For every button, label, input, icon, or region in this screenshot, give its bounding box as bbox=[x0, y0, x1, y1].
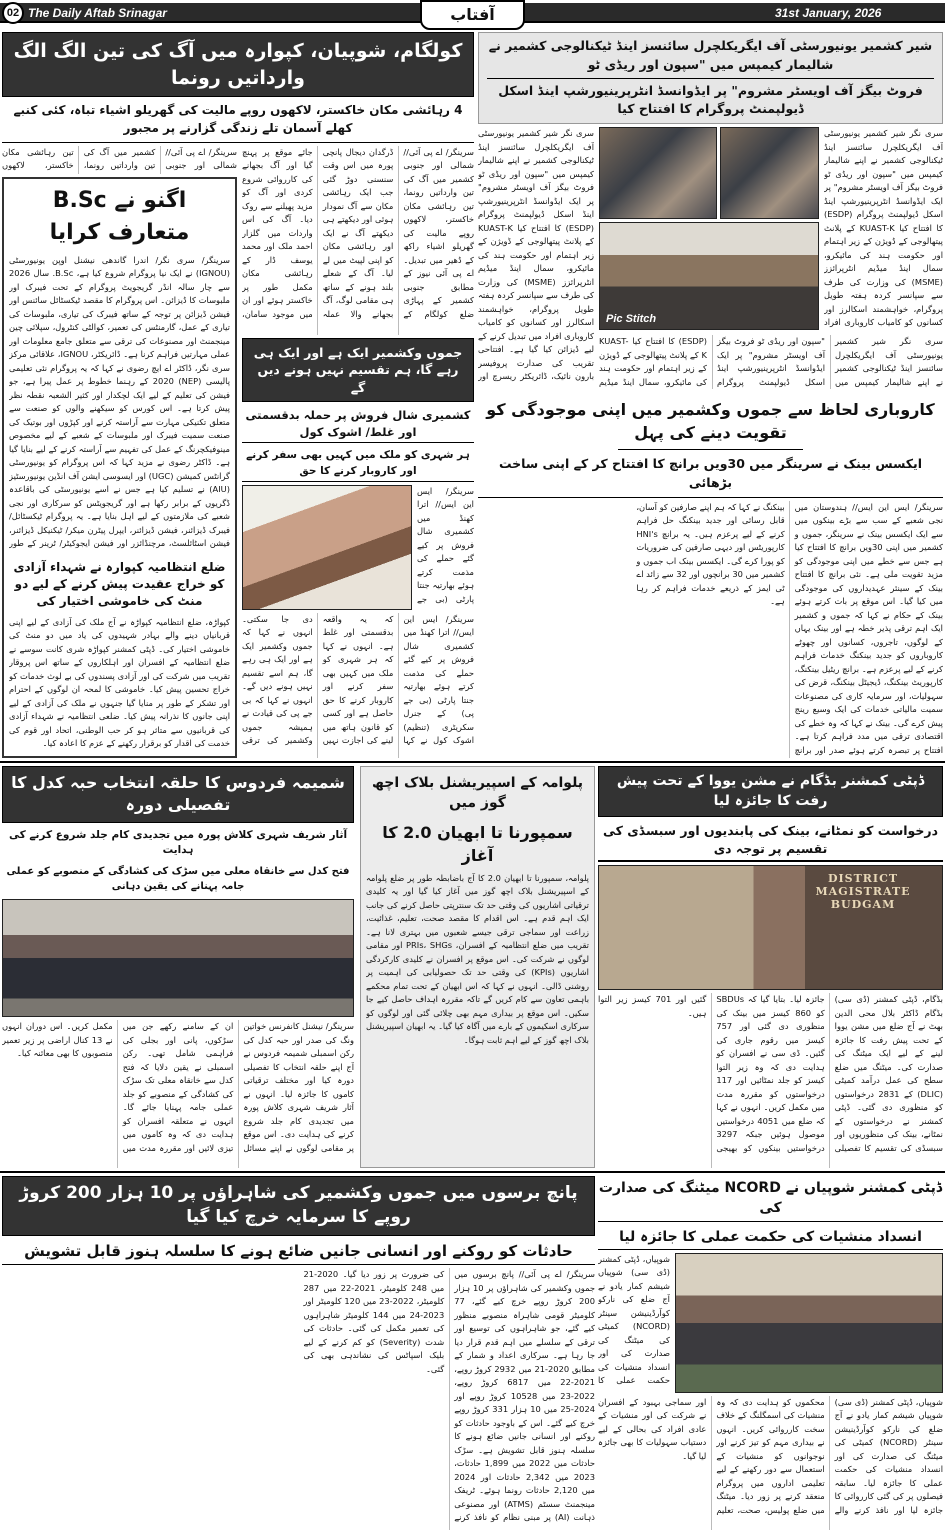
skuast-photo-1 bbox=[599, 127, 717, 219]
divider bbox=[618, 449, 803, 450]
shamima-body: سرینگر/ نیشنل کانفرنس خواتین ونگ کی صدر اور حبہ کدل کی رکن اسمبلی شمیمہ فردوس نے آج اپنے حلقہ انتخاب کا تفصیلی دورہ کیا اور مختلف ترقیاتی کاموں کا جائزہ لیا۔ انہوں نے آثار شریف شہری کلاش پورہ میں تجدیدی کام جلد شروع کرنے کی ہدایت دی۔ اس موقع پر مقامی لوگوں نے اپنے مسائل ان کے سامنے رکھے جن میں سڑکوں، پانی اور بجلی کی فراہمی شامل تھی۔ رکن اسمبلی نے یقین دلایا کہ فتح کدل سے خانقاہ معلی تک سڑک کی کشادگی کے منصوبے کو جلد عملی جامہ پہنایا جائے گا۔ انہوں نے متعلقہ افسران کو ہدایت دی کہ وہ کاموں میں تیزی لائیں اور مقررہ مدت میں مکمل کریں۔ اس دوران انہوں نے 13 کنال اراضی پر زیر تعمیر منصوبوں کا بھی معائنہ کیا۔ bbox=[2, 1021, 354, 1153]
skuast-photo-top bbox=[599, 127, 819, 219]
fire-body: سرینگر/ اے پی آئی// شمالی اور جنوبی کشمیر میں آگ کی تین وارداتیں رونما، تین رہائشی مکان خاکستر، لاکھوں روپے مالیت کی گھریلو اشیاء راکھ کے ڈھیر میں تبدیل۔ اے پی آئی نیوز کے مطابق جنوبی کشمیر کے پہاڑی ضلع کولگام کے ڈرگدان دیجال پانچی پورہ میں اس وقت سنسنی دوڑ گئی جب ایک رہائشی مکان سے آگ نمودار ہوئی اور دیکھتے ہی دیکھتے آگ نے ایک اور رہائشی مکان کو اپنی لپیٹ میں لے لیا۔ آگ کے شعلے بلند ہونے کے ساتھ ہی مقامی لوگ، آگ بجھانے والا عملہ جائے موقع پر پہنچ گیا اور آگ بجھانے کی کارروائی شروع کردی اور آگ کو مزید پھیلنے سے روک دیا۔ آگ کی اس واردات میں گلزار احمد ملک اور محمد یوسف ڈار کے رہائشی مکان مکمل طور پر خاکستر ہوئے اور ان میں موجود سامان، bbox=[242, 146, 474, 319]
pulwama-body: پلوامہ، سمپورنا تا ابھیان 2.0 کا آج باضابطہ طور پر ضلع پلوامہ کے اسپیریشنل بلاک اچھ گوز میں آغاز کیا گیا اور یہ کلیدی ترقیاتی اشاریوں کی وقتی حد تک سنترپتی حاصل کرنے کی جانب ایک اہم قدم ہے۔ اس اقدام کا مقصد صحت، تعلیم، غذائیت، زراعت اور سماجی ترقی جیسے شعبوں میں بہتری لانا ہے۔ تقریب میں ضلع انتظامیہ کے افسران، PRIs، SHGs اور مقامی لوگوں نے شرکت کی۔ اس موقع پر افسران نے کلیدی کارکردگی اشاریوں (KPIs) کی وقتی حد تک حصولیابی کی اہمیت پر روشنی ڈالی۔ انہوں نے کہا کہ اس ابھیان کے تحت تمام محکمے باہمی تعاون سے کام کریں گے تاکہ مقررہ اہداف حاصل کیے جا سکیں۔ اس موقع پر بیداری مہم بھی چلائی گئی اور لوگوں کو سرکاری اسکیموں کے بارے میں آگاہ کیا گیا۔ یہ ابھیان اسپیریشنل بلاک اچھ گوز کے لیے اہم ثابت ہوگا۔ bbox=[366, 872, 589, 1045]
budgam-headline: ڈپٹی کمشنر بڈگام نے مشن یووا کے تحت پیش رفت کا جائزہ لیا bbox=[598, 766, 943, 817]
axis-subhead: ایکسس بینک نے سرینگر میں 30ویں برانچ کا افتتاح کر کے اپنی ساخت بڑھائی bbox=[498, 456, 923, 490]
page-number: 02 bbox=[2, 2, 24, 24]
issue-date: 31st January, 2026 bbox=[775, 6, 882, 20]
left-top-columns bbox=[2, 146, 474, 758]
newspaper-logo: آفتاب bbox=[420, 0, 525, 30]
unity-photo-row bbox=[242, 485, 474, 610]
right-column bbox=[242, 146, 474, 758]
budgam-section bbox=[598, 766, 943, 1168]
skuast-photo-row bbox=[599, 127, 943, 332]
highways-body: سرینگر/ اے پی آئی// پانچ برسوں میں جموں وکشمیر کی شاہراؤں پر 10 ہزار 200 کروڑ روپے خرچ کیے گئے، 77 کلومیٹر قومی شاہراہ منصوبے منظور کیے گئے، جو شاہراہوں کی توسیع اور ترقی کے سلسلے میں اہم قدم قرار دیا جا رہا ہے۔ سرکاری اعداد و شمار کے مطابق 2020-21 میں 2932 کروڑ روپے، 2021-22 میں 6817 کروڑ روپے، 2022-23 میں 10528 کروڑ روپے اور 2024-25 میں 10 ہزار 331 کروڑ روپے خرچ کیے گئے۔ اس کے باوجود حادثات کو روکنے اور انسانی جانیں ضائع ہونے کا سلسلہ ہنوز قابل تشویش ہے۔ سڑک حادثات میں 2022 میں 1,899 حادثات، 2023 میں 2,342 حادثات اور 2024 میں 2,120 حادثات رونما ہوئے۔ ٹریفک مینجمنٹ سسٹم (ATMS) اور مصنوعی ذہانت (AI) پر مبنی نظام کو نافذ کرنے کی ضرورت پر زور دیا گیا۔ 2020-21 میں 248 کلومیٹر، 2021-22 میں 287 کلومیٹر، 2022-23 میں 120 کلومیٹر اور 2023-24 میں 144 کلومیٹر شاہراہوں کی تعمیر مکمل کی گئی۔ حادثات کی شدت (Severity) کو کم کرنے کے لیے بلیک اسپاٹس کی نشاندہی بھی کی گئی۔ bbox=[303, 1269, 595, 1523]
unity-subhead-2: ہر شہری کو ملک میں کہیں بھی سفر کرنے اور کاروبار کرنے کا حق bbox=[242, 446, 474, 481]
fire-headline: کولگام، شوپیان، کپوارہ میں آگ کی تین الگ الگ وارداتیں رونما bbox=[2, 32, 474, 97]
ncord-headline-line-1: ڈپٹی کمشنر شوپیاں نے NCORD میٹنگ کی صدارت کی bbox=[598, 1176, 943, 1222]
ncord-section bbox=[598, 1176, 943, 1530]
shamima-headline: شمیمہ فردوس کا حلقہ انتخاب حبہ کدل کا تفصیلی دورہ bbox=[2, 766, 354, 823]
ncord-headline-line-2: انسداد منشیات کی حکمت عملی کا جائزہ لیا bbox=[598, 1225, 943, 1250]
highways-headline: پانچ برسوں میں جموں وکشمیر کی شاہراؤں پر 10 ہزار 200 کروڑ روپے کا سرمایہ خرچ کیا گیا bbox=[2, 1176, 595, 1236]
district-magistrate-sign: DISTRICT MAGISTRATE BUDGAM bbox=[815, 872, 911, 912]
shamima-photo bbox=[2, 899, 354, 1017]
skuast-row bbox=[478, 127, 943, 389]
axis-body: سرینگر/ ایس این ایس// ہندوستان میں نجی شعبے کے سب سے بڑے بینکوں میں سے ایک ایکسس بینک نے سرینگر، جموں و کشمیر میں اپنی 30ویں برانچ کا افتتاح کیا ہے جس سے خطے میں اپنی موجودگی کو مزید تقویت ملی ہے۔ نئی برانچ کا افتتاح بینک کے سینئر عہدیداروں کی موجودگی میں کیا گیا۔ اس موقع پر بات کرتے ہوئے بینک کے حکام نے کہا کہ جموں و کشمیر ایک اہم ترقی پذیر خطہ ہے اور بینک یہاں کے لوگوں، تاجروں، کسانوں اور چھوٹے کاروباروں کو جدید بینکنگ خدمات فراہم کرنے کے لیے پرعزم ہے۔ برانچ ریٹیل بینکنگ، کارپوریٹ بینکنگ، ڈیجیٹل بینکنگ، قرض کی سہولیات، اور سرمایہ کاری کی مصنوعات سمیت مالیاتی خدمات کی ایک وسیع رینج پیش کرے گی۔ بینک نے کہا کہ وہ خطے کی اقتصادی ترقی میں مدد فراہم کرتا ہے۔ افتتاح پر تبصرہ کرتے ہوئے صدر اور برانچ بینکنگ نے کہا کہ ہم اپنے صارفین کو آسان، قابل رسائی اور جدید بینکنگ حل فراہم کرنے کے لیے پرعزم ہیں۔ یہ برانچ HNI's کارپوریٹس اور دیہی صارفین کی ضروریات کو پورا کرے گی۔ ایکسس بینک اب جموں و کشمیر میں 30 برانچوں اور 32 سے زائد اے ٹی ایمز کے ذریعے خدمات فراہم کر رہا ہے۔ bbox=[636, 501, 943, 755]
skuast-photos bbox=[599, 127, 819, 332]
left-column bbox=[2, 146, 237, 758]
pulwama-box bbox=[360, 766, 595, 1168]
divider bbox=[478, 497, 943, 498]
skuast-body-continued: سری نگر شیر کشمیر یونیورسٹی آف ایگریکلچرل سائنسز اینڈ ٹیکنالوجی کشمیر نے اپنے شالیمار کیمپس میں "سپون اور ریڈی ٹو فروٹ بیگز آف اویسٹر مشروم" پر ایک ایڈوانسڈ انٹرپرینیورشپ اینڈ اسکل ڈیولپمنٹ پروگرام (ESDP) کا افتتاح کیا KUAST-K کے پلانٹ پیتھالوجی کے ڈویژن کے زیر اہتمام اور حکومت ہند کی مائیکرو، سمال اینڈ میڈیم انٹرپرائزز (MSME) کی وزارت کی طرف سے سپانسر کردہ ہفتہ طویل پروگرام، خواہشمند اسکالرز اور کسانوں کو کامیاب کاروباری افراد میں تبدیل کرنے کے لیے ڈیزائن کیا گیا ہے۔ افتتاحی تقریب کی صدارت پروفیسر بارون نائیک، ڈائریکٹر ریسرچ اور bbox=[478, 128, 594, 381]
shamima-subhead-1: آثار شریف شہری کلاش پورہ میں تجدیدی کام جلد شروع کرنے کی ہدایت bbox=[8, 828, 348, 856]
fire-body-continued: سرینگر/ اے پی آئی// شمالی اور جنوبی کشمیر میں آگ کی تین وارداتیں رونما، تین رہائشی مکان خاکستر، لاکھوں bbox=[2, 146, 237, 171]
kupwara-headline: ضلع انتظامیہ کپوارہ نے شہداء آزادی کو خراج عقیدت پیش کرنے کے لیے دو منٹ کی خاموشی اختیار کی bbox=[13, 559, 226, 609]
highways-subhead: حادثات کو روکنے اور انسانی جانیں ضائع ہونے کا سلسلہ ہنوز قابل تشویش bbox=[2, 1239, 595, 1266]
right-top-region bbox=[478, 32, 943, 758]
skuast-headline-line-1: شیر کشمیر یونیورسٹی آف ایگریکلچرل سائنسز اینڈ ٹیکنالوجی کشمیر نے شالیمار کیمپس میں "سپون اور ریڈی ٹو bbox=[487, 37, 934, 79]
section-rule bbox=[0, 1171, 945, 1173]
ignou-box bbox=[2, 177, 237, 758]
section-rule bbox=[0, 761, 945, 763]
skuast-main bbox=[599, 127, 943, 389]
highways-section bbox=[2, 1176, 595, 1530]
ncord-photo-row bbox=[598, 1253, 943, 1393]
skuast-body: سری نگر شیر کشمیر یونیورسٹی آف ایگریکلچرل سائنسز اینڈ ٹیکنالوجی کشمیر نے اپنے شالیمار کیمپس میں "سپون اور ریڈی ٹو فروٹ بیگز آف اویسٹر مشروم" پر ایک ایڈوانسڈ انٹرپرینیورشپ اینڈ اسکل ڈیولپمنٹ پروگرام (ESDP) کا افتتاح کیا KUAST-K کے پلانٹ پیتھالوجی کے ڈویژن کے زیر اہتمام اور حکومت ہند کی مائیکرو، سمال اینڈ میڈیم انٹرپرائزز (MSME) کی وزارت کی طرف سے سپانسر کردہ ہفتہ طویل پروگرام، خواہشمند اسکالرز اور کسانوں کو کامیاب کاروباری افراد bbox=[824, 128, 943, 327]
unity-body: سرینگر/ ایس این ایس// اترا کھنڈ میں کشمیری شال فروش پر کیے گئے حملے کی مذمت کرتے ہوئے بھارتیہ جنتا پارٹی (بی جے bbox=[417, 485, 474, 604]
kupwara-body: کپواڑہ، ضلع انتظامیہ کپواڑہ نے آج ملک کی آزادی کے لیے اپنی قربانیاں دینے والے بہادر شہیدوں کی یاد میں دو منٹ کی خاموشی اختیار کی۔ ڈپٹی کمشنر کپواڑہ شری کانت سوسے نے ضلع انتظامیہ کے افسران اور اہلکاروں کے ساتھ اس پروقار تقریب میں شرکت کی اور آزادی پسندوں کی بے لوث خدمات کو خراج تحسین پیش کیا۔ خاموشی کا لمحہ ان لوگوں کے احترام اور تشکر کے طور پر منایا گیا جنہوں نے ملک کی آزادی کے لیے اپنی جانوں کا نذرانہ پیش کیا۔ ضلعی انتظامیہ نے شہداء آزادی کی قربانیوں سے متاثر ہو کر حب الوطنی، اتحاد اور قوم کی خدمت کی اقدار کو برقرار رکھنے کے عزم کا اعادہ کیا۔ bbox=[9, 616, 230, 749]
left-top-region bbox=[2, 32, 474, 758]
ignou-body: سرینگر/ سری نگر/ اندرا گاندھی نیشنل اوپن یونیورسٹی (IGNOU) نے ایک نیا پروگرام شروع کیا ہے، B.Sc. سال 2026 سے چار سالہ انڈر گریجویٹ پروگرام کے تحت فیبرک اور ملبوسات کا ڈیزائن۔ اس پروگرام کا مقصد ٹیکسٹائل سائنس اور فیشن ڈیزائن پر توجہ کے ساتھ فیبرک کی تیاری، ملبوسات کی تیاری کے عمل، گارمنٹس کی تعمیر، کوالٹی کنٹرول، سپلائی چین مینجمنٹ اور مصنوعات کی ترقی سے متعلق جامع معلومات اور عملی مہارتیں فراہم کرنا ہے۔ ڈائریکٹر، IGNOU، علاقائی مرکز سری نگر، ڈاکٹر اے ایچ رضوی نے کہا کہ یہ پروگرام نئی تعلیمی پالیسی (NEP) 2020 کے رہنما خطوط پر عمل پیرا ہے، جو فیشن کی تعلیم کے لیے ایک لچکدار اور کثیر الشعبہ نقطہ نظر پیش کرتا ہے۔ اس کورس کو سیکھنے والوں کو صنعت سے متعلق تکنیکی مہارت سے آراستہ کرنے اور کپڑوں اور بوتیک کی صنعت سمیت فیبرک اور ملبوسات کے شعبے کے لیے مخصوص مینوفیکچرنگ کے عمل کی تفہیم سے آراستہ کرنے کے لیے بنایا گیا ہے۔ ڈاکٹر رضوی نے مزید کہا کہ اس پروگرام کو یونیورسٹی گرانٹس کمیشن (UGC) اور ایسوسی ایشن آف انڈین یونیورسٹیز (AIU) نے تسلیم کیا ہے جس نے اسے یونیورسٹی کی باقاعدہ ڈگریوں کے برابر رکھا ہے اور گریجویٹس کو سرکاری اور نجی شعبے کی ملازمتوں کے لیے اہل بنایا ہے۔ یہ پروگرام ٹیکسٹائل/ فیبرک ڈیزائنر، فیشن ڈیزائنر، ایپرل پیٹرن میکر/ ٹیکنیکل ڈیزائنر، فیشن اسٹائلسٹ، مرچنڈائزر اور فیشن ایجوکیٹر/ ٹرینر کے طور bbox=[9, 254, 230, 549]
ncord-photo bbox=[675, 1253, 943, 1393]
skuast-photo-2 bbox=[720, 127, 819, 219]
ncord-body: شوپیاں، ڈپٹی کمشنر (ڈی سی) شوپیاں شیشم کمار یادو نے آج ضلع کی نارکو کوآرڈینیشن سینٹر (NCORD) کمیٹی کی میٹنگ کی صدارت کی اور انسداد منشیات کی حکمت عملی کا bbox=[598, 1253, 670, 1386]
skuast-headline-line-2: فروٹ بیگز آف اویسٹر مشروم" پر ایڈوانسڈ انٹرپرینیورشپ اینڈ اسکل ڈیولپمنٹ پروگرام کا افتتاح کیا bbox=[498, 82, 923, 117]
skuast-body-tail: سری نگر شیر کشمیر یونیورسٹی آف ایگریکلچرل سائنسز اینڈ ٹیکنالوجی کشمیر نے اپنے شالیمار کیمپس میں "سپون اور ریڈی ٹو فروٹ بیگز آف اویسٹر مشروم" پر ایک ایڈوانسڈ انٹرپرینیورشپ اینڈ اسکل ڈیولپمنٹ پروگرام (ESDP) کا افتتاح کیا KUAST-K کے پلانٹ پیتھالوجی کے ڈویژن کے زیر اہتمام اور حکومت ہند کی مائیکرو، سمال اینڈ میڈیم bbox=[599, 336, 943, 387]
budgam-subhead: درخواست کو نمٹانے، بینک کی پابندیوں اور سبسڈی کی تقسیم پر توجہ دی bbox=[598, 820, 943, 862]
skuast-headline-box bbox=[478, 32, 943, 124]
paper-name: The Daily Aftab Srinagar bbox=[28, 6, 167, 20]
fire-subhead: 4 رہائشی مکان خاکستر، لاکھوں روپے مالیت کی گھریلو اشیاء تباہ، کئی کنبے کھلے آسمان تلے زندگی گزارنے پر مجبور bbox=[13, 103, 463, 135]
shamima-section bbox=[2, 766, 354, 1168]
shamima-subhead-2: فتح کدل سے خانقاہ معلی میں سڑک کی کشادگی کے منصوبے کو عملی جامہ پہنانے کی یقین دہانی bbox=[6, 866, 350, 892]
photo-caption: Pic Stitch bbox=[606, 313, 657, 325]
budgam-photo bbox=[598, 865, 943, 990]
axis-headline: کاروباری لحاظ سے جموں وکشمیر میں اپنی موجودگی کو تقویت دینے کی پہل bbox=[486, 400, 935, 443]
budgam-body: بڈگام، ڈپٹی کمشنر (ڈی سی) بڈگام ڈاکٹر بلال محی الدین بھٹ نے آج ضلع میں مشن یووا کے تحت پیش رفت کا جائزہ لینے کے لیے ایک میٹنگ کی صدارت کی۔ میٹنگ میں ضلع سطح کی عمل درآمد کمیٹی (DLIC) کے 2831 درخواستوں کو منظوری دی گئی۔ ڈپٹی کمشنر نے درخواستوں کے نمٹانے، بینک کی منظوریوں اور سبسڈی کی تقسیم کا تفصیلی جائزہ لیا۔ بتایا گیا کہ SBDUs کو 860 کیسز میں بینک کی منظوری دی گئی اور 757 کیسز میں رقوم جاری کی گئیں۔ ڈی سی نے افسران کو ہدایت دی کہ وہ زیر التوا کیسز کو جلد نمٹائیں اور 117 درخواستوں کو مقررہ مدت میں مکمل کریں۔ انہوں نے کہا کہ ضلع میں 4051 درخواستیں موصول ہوئیں جبکہ 3297 درخواستیں بینکوں کو بھیجی گئیں اور 701 کیسز زیر التوا ہیں۔ bbox=[598, 994, 943, 1153]
unity-body-continued: سرینگر/ ایس این ایس// اترا کھنڈ میں کشمیری شال فروش پر کیے گئے حملے کی مذمت کرتے ہوئے بھارتیہ جنتا پارٹی (بی جے پی) کے جنرل سکریٹری (تنظیم) اشوک کول نے کہا کہ یہ واقعہ بدقسمتی اور غلط ہے۔ انہوں نے کہا کہ ہر شہری کو ملک میں کہیں بھی سفر کرنے اور کاروبار کرنے کا حق حاصل ہے اور کسی کو قانون ہاتھ میں لینے کی اجازت نہیں دی جا سکتی۔ انہوں نے کہا کہ جموں وکشمیر ایک ہے اور ایک ہی رہے گا، ہم اسے تقسیم نہیں ہونے دیں گے۔ انہوں نے کہا کہ بی جے پی کی قیادت نے ہمیشہ جموں وکشمیر کی ترقی bbox=[242, 613, 474, 746]
pulwama-headline-line-2: سمپورنا تا ابھیان 2.0 کا آغاز bbox=[382, 822, 573, 865]
pulwama-headline-line-1: پلوامہ کے اسپیریشنل بلاک اچھ گوز میں bbox=[371, 775, 584, 812]
divider bbox=[2, 142, 474, 143]
unity-subhead-1: کشمیری شال فروش پر حملہ بدقسمتی اور غلط/ اشوک کول bbox=[242, 405, 474, 443]
ncord-body-continued: شوپیاں، ڈپٹی کمشنر (ڈی سی) شوپیاں شیشم کمار یادو نے آج ضلع کی نارکو کوآرڈینیشن سینٹر (NCORD) کمیٹی کی میٹنگ کی صدارت کی اور انسداد منشیات کی حکمت عملی کا جائزہ لیا۔ سابقہ فیصلوں پر کی گئی کارروائی کا جائزہ لیا اور نافذ کرنے والے محکموں کو ہدایت دی کہ وہ منشیات کی اسمگلنگ کے خلاف سخت کارروائی کریں۔ انہوں نے بیداری مہم کو تیز کرنے اور نوجوانوں کو منشیات کے استعمال سے دور رکھنے کے لیے تعلیمی اداروں میں پروگرام منعقد کرنے پر زور دیا۔ میٹنگ میں ضلع پولیس، صحت، تعلیم اور سماجی بہبود کے افسران نے شرکت کی اور منشیات کے عادی افراد کی بحالی کے لیے دستیاب سہولیات کا بھی جائزہ لیا گیا۔ bbox=[598, 1396, 943, 1515]
ashok-koul-photo bbox=[242, 485, 412, 610]
ignou-headline: اگنو نے B.Sc متعارف کرایا bbox=[49, 187, 190, 245]
unity-headline: جموں وکشمیر ایک ہے اور ایک ہی رہے گا، ہم تقسیم نہیں ہونے دیں گے bbox=[242, 338, 474, 403]
skuast-photo-3 bbox=[599, 222, 819, 330]
